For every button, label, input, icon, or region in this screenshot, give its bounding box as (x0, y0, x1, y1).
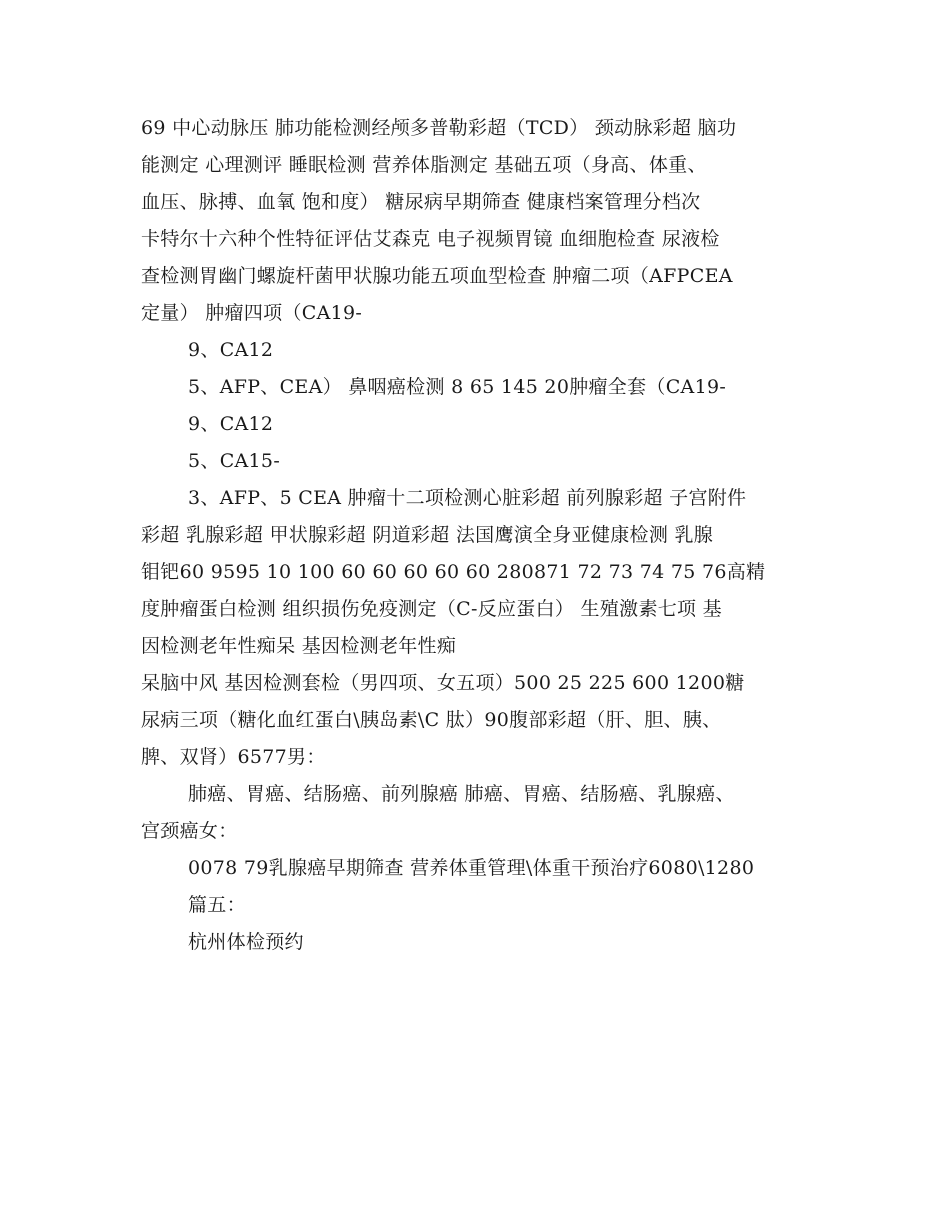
text-line: 查检测胃幽门螺旋杆菌甲状腺功能五项血型检查 肿瘤二项（AFPCEA (141, 265, 733, 287)
text-line: 尿病三项（糖化血红蛋白\胰岛素\C 肽）90腹部彩超（肝、胆、胰、 (141, 709, 722, 731)
text-line: 0078 79乳腺癌早期筛查 营养体重管理\体重干预治疗6080\1280 (188, 857, 755, 879)
text-line: 杭州体检预约 (188, 931, 304, 953)
document-body (141, 110, 811, 961)
text-line: 定量） 肿瘤四项（CA19- (141, 302, 363, 324)
text-line: 肺癌、胃癌、结肠癌、前列腺癌 肺癌、胃癌、结肠癌、乳腺癌、 (188, 783, 735, 805)
text-line: 3、AFP、5 CEA 肿瘤十二项检测心脏彩超 前列腺彩超 子宫附件 (188, 487, 747, 509)
text-line: 彩超 乳腺彩超 甲状腺彩超 阴道彩超 法国鹰演全身亚健康检测 乳腺 (141, 524, 714, 546)
text-line: 脾、双肾）6577男： (141, 746, 326, 768)
text-line: 9、CA12 (188, 339, 274, 361)
text-line: 卡特尔十六种个性特征评估艾森克 电子视频胃镜 血细胞检查 尿液检 (141, 228, 720, 250)
text-line: 因检测老年性痴呆 基因检测老年性痴 (141, 635, 457, 657)
text-line: 能测定 心理测评 睡眠检测 营养体脂测定 基础五项（身高、体重、 (141, 154, 707, 176)
text-line: 5、CA15- (188, 450, 281, 472)
text-line: 5、AFP、CEA） 鼻咽癌检测 8 65 145 20肿瘤全套（CA19- (188, 376, 727, 398)
text-line: 69 中心动脉压 肺功能检测经颅多普勒彩超（TCD） 颈动脉彩超 脑功 (141, 117, 737, 139)
text-line: 度肿瘤蛋白检测 组织损伤免疫测定（C-反应蛋白） 生殖激素七项 基 (141, 598, 722, 620)
text-line: 钼钯60 9595 10 100 60 60 60 60 60 280871 72 73 74 75 76高精 (141, 561, 766, 583)
text-line: 篇五： (188, 894, 246, 916)
text-line: 宫颈癌女： (141, 820, 238, 842)
text-line: 血压、脉搏、血氧 饱和度） 糖尿病早期筛查 健康档案管理分档次 (141, 191, 701, 213)
text-line: 9、CA12 (188, 413, 274, 435)
text-line: 呆脑中风 基因检测套检（男四项、女五项）500 25 225 600 1200糖 (141, 672, 745, 694)
